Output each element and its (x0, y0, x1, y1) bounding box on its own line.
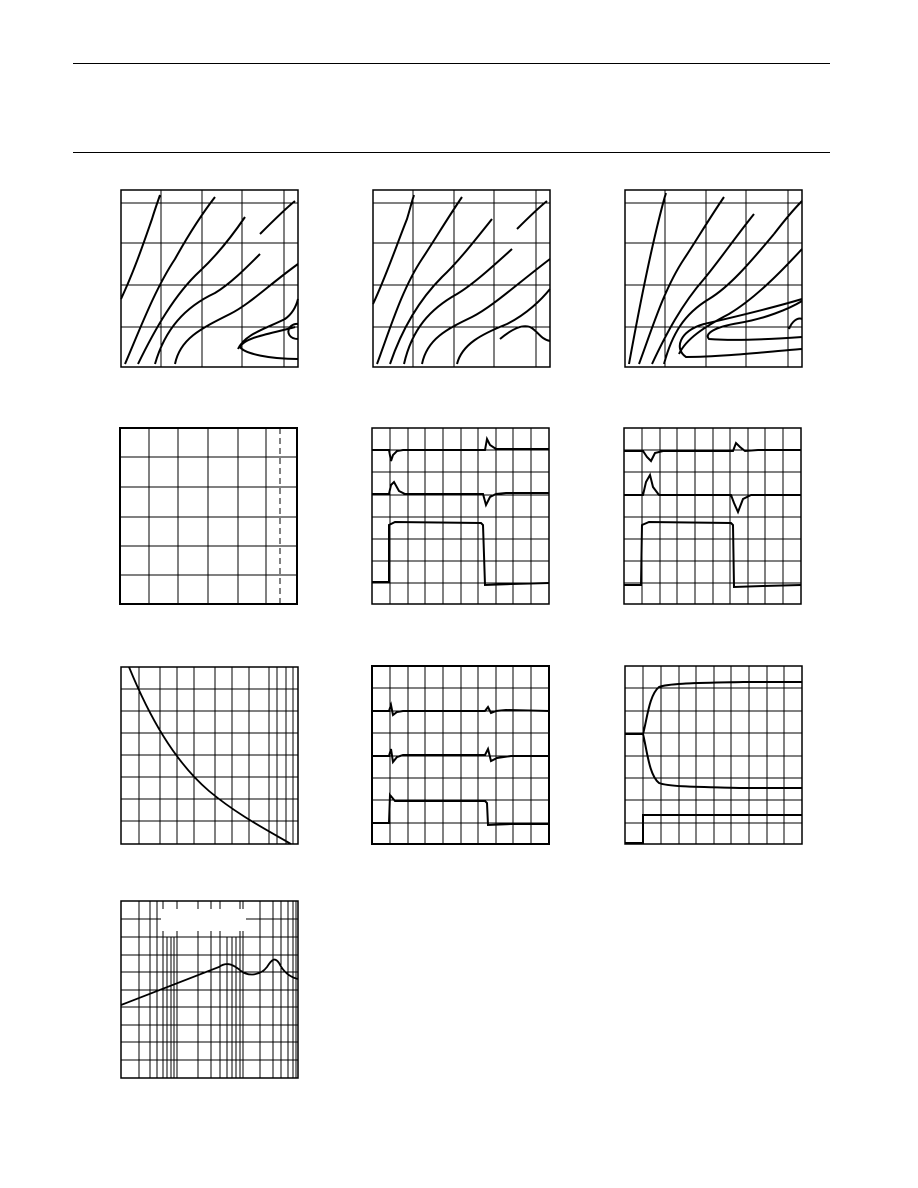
figure-7-decay-curve-plot (119, 666, 301, 846)
figure-3-contour-plot (624, 189, 804, 369)
header-bottom-rule (73, 152, 830, 153)
figure-1-contour-plot (120, 189, 300, 369)
figure-10-log-frequency-plot (119, 899, 301, 1081)
figure-4-grid-plot (118, 427, 300, 607)
figure-9-scope-trace (623, 665, 805, 847)
header-top-rule (73, 63, 830, 64)
figure-6-scope-trace (623, 427, 803, 607)
figure-5-scope-trace (371, 427, 551, 607)
figure-8-scope-trace (371, 665, 551, 847)
figure-2-contour-plot (372, 189, 552, 369)
